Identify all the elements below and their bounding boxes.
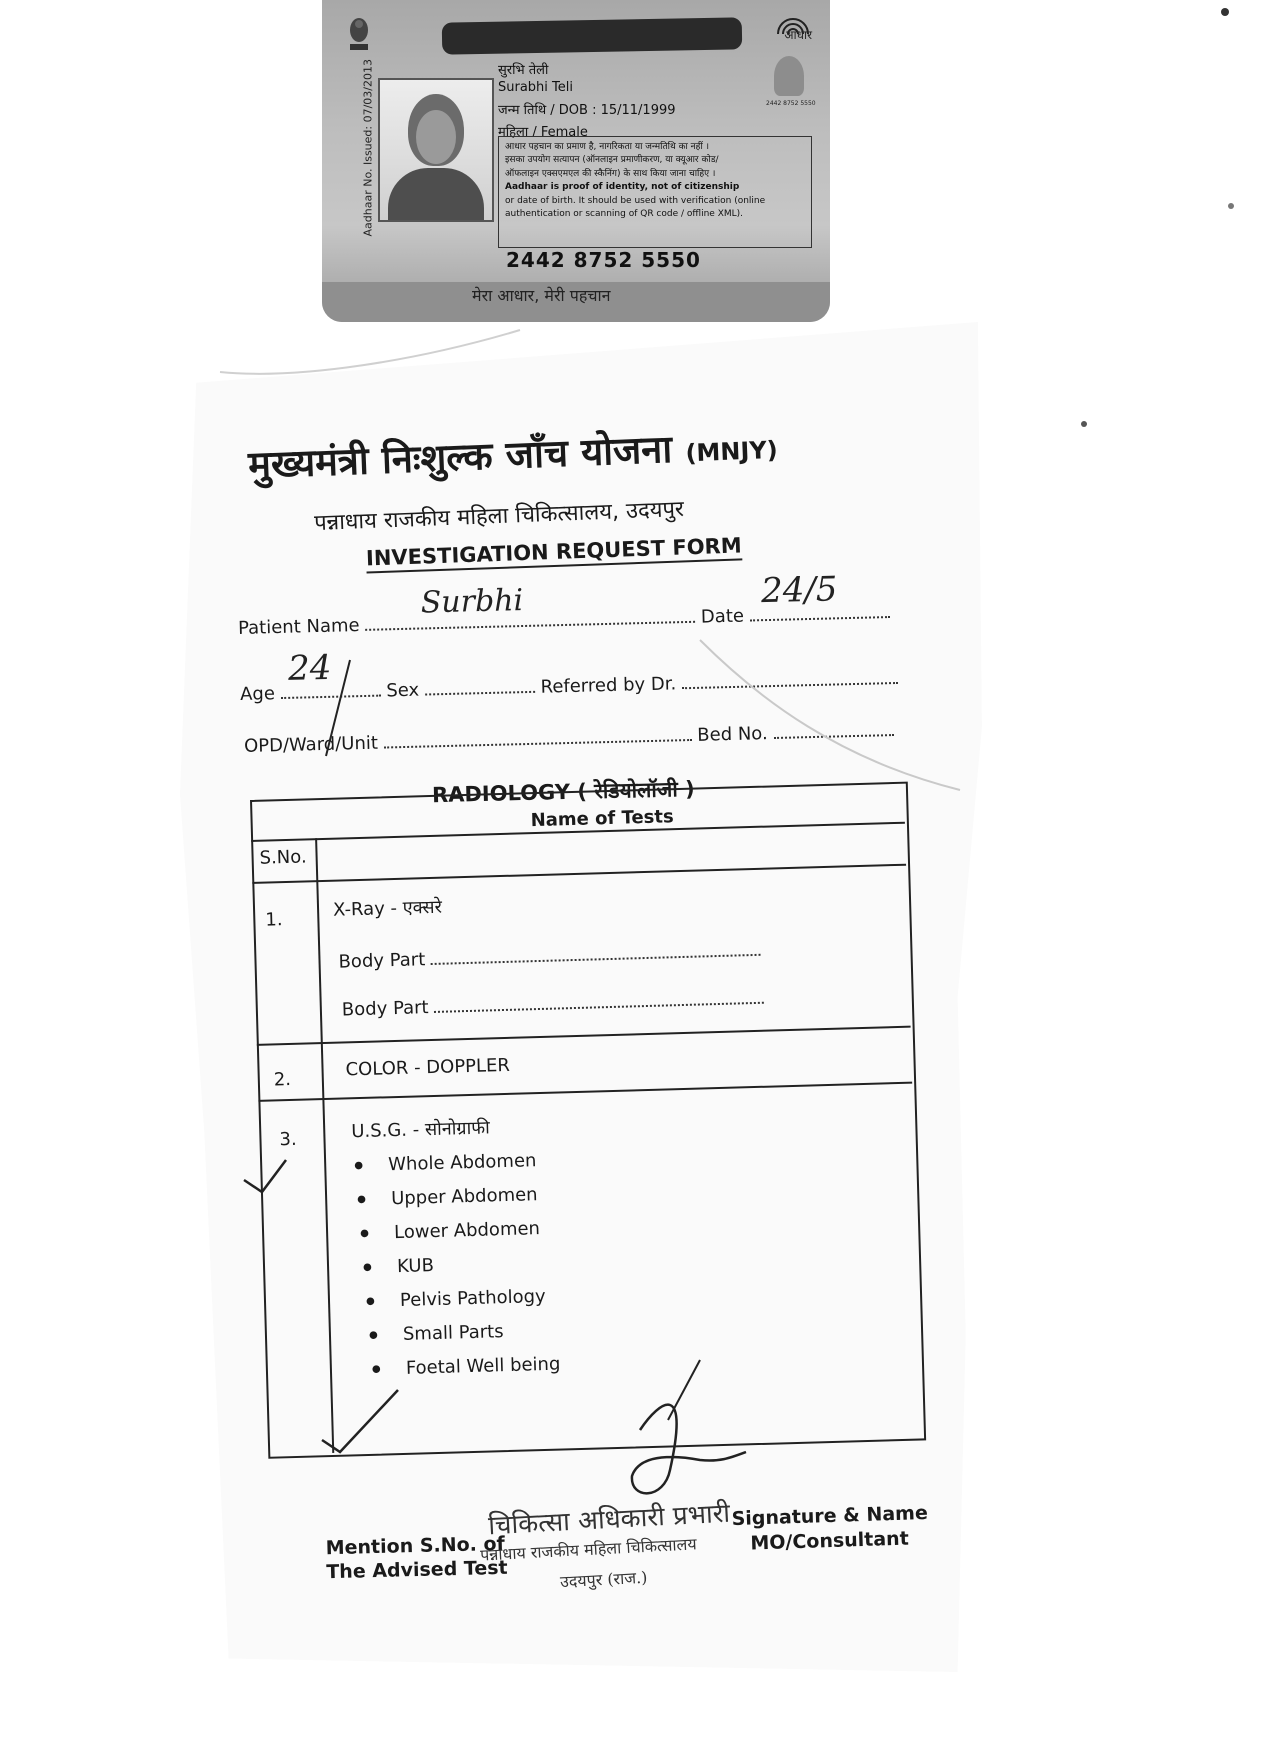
usg-item-whole-abdomen: ● Whole Abdomen (388, 1150, 537, 1175)
footer-signature-label: Signature & Name MO/Consultant (731, 1501, 929, 1555)
row3-sno: 3. (279, 1128, 297, 1151)
usg-item-small-parts: ● Small Parts (403, 1321, 504, 1345)
col-tests: Name of Tests (530, 806, 674, 832)
aadhaar-brand-text: आधार (784, 28, 812, 42)
row3-tick-icon (244, 1160, 286, 1192)
row2-test-doppler: COLOR - DOPPLER (345, 1054, 511, 1081)
scheme-title: मुख्यमंत्री निःशुल्क जाँच योजना (MNJY) (247, 426, 779, 488)
referred-label: Referred by Dr. (540, 673, 677, 698)
usg-item-kub: ● KUB (397, 1255, 434, 1277)
scheme-abbr: (MNJY) (684, 435, 779, 468)
foetal-tick-icon (322, 1390, 398, 1452)
age-slash-mark (326, 660, 350, 756)
aadhaar-disclaimer: आधार पहचान का प्रमाण है, नागरिकता या जन्मतिथि का नहीं । इसका उपयोग सत्यापन (ऑनलाइन प्रमाणीकरण, या क्यूआर कोड/ ऑफलाइन एक्सएमएल की स्कैनिंग) के साथ किया जाना चाहिए । Aadhaar is proof of identity, not of citizenship or date of birth. It should be used with verification (online authentication or scanning of QR code / offline XML). (498, 136, 812, 248)
row1-test-xray: X-Ray - एक्सरे (332, 896, 443, 921)
hospital-name: पन्नाधाय राजकीय महिला चिकित्सालय, उदयपुर (313, 496, 685, 537)
age-label: Age (239, 683, 276, 706)
row1-sno: 1. (265, 909, 283, 931)
holder-name-hindi: सुरभि तेली (498, 63, 549, 78)
stamp-city: उदयपुर (राज.) (559, 1567, 648, 1592)
row1-body-part-1: Body Part (338, 940, 761, 973)
col-sno: S.No. (259, 846, 307, 869)
footer-instruction: Mention S.No. of The Advised Test (325, 1532, 508, 1584)
date-value: 24/5 (760, 569, 838, 612)
paper-crease (700, 640, 960, 790)
holder-dob: जन्म तिथि / DOB : 15/11/1999 (498, 103, 676, 118)
usg-item-lower-abdomen: ● Lower Abdomen (394, 1218, 540, 1243)
row1-body-part-2: Body Part (342, 988, 765, 1021)
signature-stroke (668, 1360, 700, 1420)
usg-item-foetal-well-being: ● Foetal Well being (406, 1354, 561, 1379)
usg-item-pelvis-pathology: ● Pelvis Pathology (400, 1286, 546, 1311)
aadhaar-tagline: मेरा आधार, मेरी पहचान (472, 286, 611, 305)
section-radiology: RADIOLOGY ( रेडियोलॉजी ) (431, 776, 695, 808)
holder-name: Surabhi Teli (498, 80, 573, 95)
form-title: INVESTIGATION REQUEST FORM (366, 533, 742, 573)
age-value: 24 (287, 647, 332, 689)
stamp-officer: चिकित्सा अधिकारी प्रभारी (487, 1498, 731, 1542)
sex-label: Sex (386, 679, 420, 702)
usg-item-upper-abdomen: ● Upper Abdomen (391, 1184, 538, 1209)
opd-label: OPD/Ward/Unit (243, 732, 379, 757)
doctor-signature-icon (632, 1405, 746, 1494)
row2-sno: 2. (273, 1068, 292, 1091)
patient-name-value: Surbhi (420, 582, 524, 621)
paper-crease (220, 330, 520, 374)
ghost-number: 2442 8752 5550 (766, 100, 816, 107)
bed-label: Bed No. (697, 723, 768, 746)
date-label: Date (700, 605, 745, 628)
row3-test-usg: U.S.G. - सोनोग्राफी (351, 1117, 491, 1143)
holder-gender: महिला / Female (498, 125, 588, 140)
patient-name-label: Patient Name (237, 614, 360, 639)
stamp-hospital: पन्नाधाय राजकीय महिला चिकित्सालय (479, 1534, 698, 1565)
issue-date-vertical: Aadhaar No. Issued: 07/03/2013 (361, 58, 375, 237)
aadhaar-number: 2442 8752 5550 (506, 248, 701, 272)
